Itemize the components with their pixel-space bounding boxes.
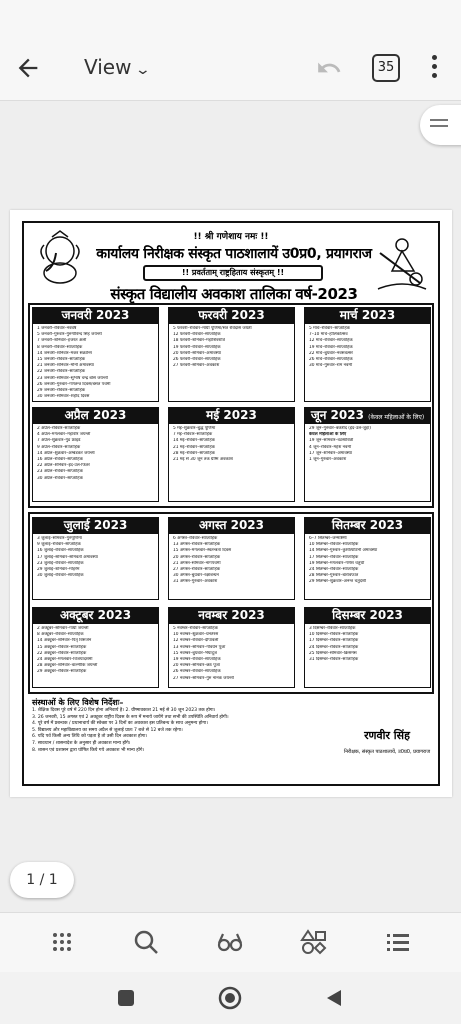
month-list <box>32 534 159 600</box>
holiday-row: 22 अप्रैल–शनिवार–ईद-उल-फितर <box>37 463 90 469</box>
holiday-row: 24 दिसम्बर–रविवार–साप्ताहिक <box>309 644 359 650</box>
month-list <box>168 624 295 688</box>
month-list <box>32 424 159 502</box>
instruction-line: 1. शैक्षिक दिवस पूरे वर्ष में 220 दिन होना अनिवार्य है। 2. ग्रीष्मावकाश 21 मई से 30 जून 2023 तक होगा। <box>32 708 216 713</box>
holiday-row: 24 सितम्बर–रविवार–साप्ताहिक <box>309 567 359 573</box>
instruction-line: 3. 26 जनवरी, 15 अगस्त एवं 2 अक्टूबर राष्ट्रीय दिवस के रूप में मनाये जायेंगे तथा सभी की उपस्थिति अनिवार्य होगी। <box>32 714 229 720</box>
holiday-row: 20 अगस्त–रविवार–साप्ताहिक <box>173 554 221 560</box>
holiday-row: 7 मई–रविवार–साप्ताहिक <box>173 432 213 438</box>
holiday-row: 29 जुलाई–शनिवार–मोहर्रम <box>37 567 80 573</box>
holiday-row: 19 जून–सोमवार–वटसावित्री <box>309 438 354 444</box>
holiday-row: 7 जनवरी–शनिवार–हजरत अली <box>37 338 87 344</box>
month-heading: फरवरी 2023 <box>168 307 295 324</box>
holiday-row: 19 नवम्बर–रविवार–साप्ताहिक <box>173 657 221 663</box>
holiday-row: 1 जनवरी–रविवार–नववर्ष <box>37 326 77 331</box>
month-list <box>168 534 295 600</box>
holiday-row: 10 नवम्बर–शुक्रवार–धनतेरस <box>173 632 219 638</box>
grid-dots-icon[interactable] <box>47 927 77 957</box>
holiday-row: 14 जनवरी–शनिवार–मकर संक्रान्ति <box>37 350 92 356</box>
holiday-row: 27 नवम्बर–सोमवार–गुरु नानक जयन्ती <box>173 675 234 681</box>
holiday-row: 8 जनवरी–रविवार–साप्ताहिक <box>37 344 83 350</box>
holiday-row: 29 जून–गुरुवार–बकरीद (ईद-उल-जुहा) <box>309 426 371 431</box>
holiday-row: 14 मई–रविवार–साप्ताहिक <box>173 438 215 444</box>
instruction-line: 6. यदि पर्व किसी अन्य तिथि को पड़ता है तो उसी दिन अवकाश होगा। <box>32 734 148 740</box>
month-box-march <box>304 307 431 402</box>
holiday-row: 30 जनवरी–सोमवार–शहीद दिवस <box>37 394 90 400</box>
holiday-row: 12 नवम्बर–रविवार–दीपावली <box>173 638 219 644</box>
month-heading: अगस्त 2023 <box>168 517 295 534</box>
holiday-row: 26 नवम्बर–रविवार–साप्ताहिक <box>173 669 221 675</box>
instructions-heading: संस्थाओं के लिए विशेष निर्देशः– <box>32 698 124 707</box>
bottom-toolbar <box>0 912 461 973</box>
holiday-row: 13 नवम्बर–सोमवार–गोवर्धन पूजा <box>173 644 226 650</box>
holiday-row: 1 जून–गुरुवार–अवकाश <box>309 457 347 463</box>
holiday-row: 12 फरवरी–रविवार–साप्ताहिक <box>173 332 221 338</box>
shapes-icon[interactable] <box>299 927 329 957</box>
holiday-row: 23 अप्रैल–रविवार–साप्ताहिक <box>37 469 83 475</box>
holiday-row: केवल महिलाओं के लिए <box>309 432 347 438</box>
menu-line-icon <box>430 125 448 127</box>
holiday-row: 14 अक्टूबर–शनिवार–पितृ विसर्जन <box>37 638 92 644</box>
signatory-designation: निरीक्षक, संस्कृत पाठशालायें, उ0प्र0, प्रयागराज <box>343 749 431 755</box>
holiday-row: 15 अगस्त–मंगलवार–स्वतन्त्रता दिवस <box>173 548 232 554</box>
holiday-row: 28 अक्टूबर–शनिवार–वाल्मीकि जयन्ती <box>37 663 98 669</box>
holiday-row: 29 जनवरी–रविवार–साप्ताहिक <box>37 388 86 394</box>
list-icon[interactable] <box>383 927 413 957</box>
holiday-row: 10 सितम्बर–रविवार–साप्ताहिक <box>309 542 359 548</box>
month-heading: मई 2023 <box>168 407 295 424</box>
holiday-row: 10 दिसम्बर–रविवार–साप्ताहिक <box>309 632 359 638</box>
motto-banner: !! प्रवर्तताम् राष्ट्रहिताय संस्कृतम् !! <box>143 265 323 281</box>
month-box-may <box>168 407 295 502</box>
month-list <box>168 324 295 402</box>
chevron-down-icon: ⌄ <box>135 62 152 78</box>
holiday-row: 19 सितम्बर–मंगलवार–गणेश चतुर्थी <box>309 560 365 566</box>
holiday-row: 23 जुलाई–रविवार–साप्ताहिक <box>37 560 84 566</box>
holiday-row: 26 फरवरी–रविवार–साप्ताहिक <box>173 357 221 363</box>
month-name: जून 2023 <box>310 408 364 422</box>
month-heading: मार्च 2023 <box>304 307 431 324</box>
holiday-row: 21 जनवरी–शनिवार–मौनी अमावस्या <box>37 363 94 369</box>
view-label: View <box>84 55 132 79</box>
signatory-name: रणवीर सिंह <box>364 729 410 742</box>
holiday-row: 12 मार्च–रविवार–साप्ताहिक <box>309 338 353 344</box>
page-indicator: 1 / 1 <box>10 862 74 898</box>
month-box-july <box>32 517 159 600</box>
holiday-row: 22 अक्टूबर–रविवार–साप्ताहिक <box>37 650 87 656</box>
holiday-row: 20 नवम्बर–सोमवार–छठ पूजा <box>173 663 220 669</box>
month-box-december <box>304 607 431 688</box>
holiday-row: 5 नवम्बर–रविवार–साप्ताहिक <box>173 626 218 631</box>
document-page <box>10 210 452 797</box>
holiday-row: 27 अगस्त–रविवार–साप्ताहिक <box>173 567 221 573</box>
holiday-row: 15 जनवरी–रविवार–साप्ताहिक <box>37 357 86 363</box>
undo-icon[interactable] <box>316 55 342 81</box>
month-box-january <box>32 307 159 402</box>
system-navigation-bar <box>0 972 461 1024</box>
holiday-row: 29 सितम्बर–शुक्रवार–अनन्त चतुर्दशी <box>309 579 366 585</box>
holiday-row: 16 अप्रैल–रविवार–साप्ताहिक <box>37 457 83 463</box>
holiday-row: 27 फरवरी–सोमवार–अवकाश <box>173 363 220 369</box>
holiday-row: 21 अगस्त–सोमवार–नागपंचमी <box>173 560 221 566</box>
holiday-row: 5 मई–शुक्रवार–बुद्ध पूर्णिमा <box>173 426 216 431</box>
top-app-bar <box>0 0 461 101</box>
month-box-september <box>304 517 431 600</box>
holiday-notice <box>22 221 440 786</box>
holiday-row: 5 जनवरी–गुरुवार–गुरुगोविन्द सिंह जयन्ती <box>37 332 102 338</box>
invocation: !! श्री गणेशाय नमः !! <box>193 232 269 242</box>
ganesha-emblem <box>30 229 90 289</box>
month-box-february <box>168 307 295 402</box>
holiday-row: 3 दिसम्बर–रविवार–साप्ताहिक <box>309 626 356 631</box>
month-heading: जुलाई 2023 <box>32 517 159 534</box>
holiday-row: 31 दिसम्बर–रविवार–साप्ताहिक <box>309 657 359 663</box>
holiday-row: 21 मई–रविवार–साप्ताहिक <box>173 444 215 450</box>
view-menu[interactable] <box>84 55 152 79</box>
month-heading: जनवरी 2023 <box>32 307 159 324</box>
holiday-row: 8 अक्टूबर–रविवार–साप्ताहिक <box>37 632 84 638</box>
holiday-row: 9 जुलाई–रविवार–साप्ताहिक <box>37 542 81 548</box>
holiday-row: 24 अक्टूबर–मंगलवार–विजयादशमी <box>37 657 93 663</box>
holiday-row: 3 जुलाई–सोमवार–गुरुपूर्णिमा <box>37 536 82 541</box>
holiday-row: 19 फरवरी–रविवार–साप्ताहिक <box>173 344 221 350</box>
holiday-row: 6–7 सितम्बर–जन्माष्टमी <box>309 536 347 541</box>
holiday-row: 15 नवम्बर–बुधवार–भैयादूज <box>173 650 217 656</box>
holiday-row: 7 अप्रैल–शुक्रवार–गुड फ्राइडे <box>37 438 81 444</box>
back-triangle-icon[interactable] <box>324 988 344 1008</box>
month-list <box>32 324 159 402</box>
month-note: (केवल महिलाओं के लिए) <box>368 414 425 421</box>
month-list <box>304 424 431 502</box>
signature-block <box>342 728 432 755</box>
recents-icon[interactable] <box>117 989 135 1007</box>
more-options-icon[interactable] <box>430 55 438 79</box>
holiday-row: 5 मार्च–रविवार–साप्ताहिक <box>309 326 350 331</box>
instruction-line: 5. विद्यालय और महाविद्यालय का समय अप्रैल से जुलाई प्रातः 7 बजे से 12 बजे तक रहेगा। <box>32 727 183 733</box>
holiday-row: 18 फरवरी–शनिवार–महाशिवरात्रि <box>173 338 225 344</box>
home-icon[interactable] <box>218 986 242 1010</box>
month-box-june <box>304 407 431 502</box>
office-heading: कार्यालय निरीक्षक संस्कृत पाठशालायें उ0प्र0, प्रयागराज <box>96 246 372 262</box>
holiday-row: 25 दिसम्बर–सोमवार–क्रिसमस <box>309 650 357 656</box>
holiday-row: 13 अगस्त–रविवार–साप्ताहिक <box>173 542 221 548</box>
holiday-row: 17 सितम्बर–रविवार–साप्ताहिक <box>309 554 359 560</box>
month-heading <box>304 407 431 424</box>
notice-title: संस्कृत विद्यालीय अवकाश तालिका वर्ष-2023 <box>110 285 358 303</box>
holiday-row: 23 जनवरी–सोमवार–सुभाष चन्द्र बोस जयन्ती <box>37 375 108 381</box>
holiday-row: 29 अक्टूबर–रविवार–साप्ताहिक <box>37 669 87 675</box>
holiday-row: 15 अक्टूबर–रविवार–साप्ताहिक <box>37 644 87 650</box>
month-list <box>304 624 431 688</box>
holiday-row: 30 मार्च–गुरुवार–राम नवमी <box>309 363 353 369</box>
page-count-button[interactable]: 35 <box>372 54 400 82</box>
holiday-row: 17 जून–शनिवार–अमावस्या <box>309 450 353 456</box>
holiday-row: 9 अप्रैल–रविवार–साप्ताहिक <box>37 444 81 450</box>
month-box-october <box>32 607 159 688</box>
holiday-row: 14 सितम्बर–गुरुवार–कुशोत्पाटिनी अमावस्या <box>309 548 378 554</box>
month-list <box>304 324 431 402</box>
month-list <box>168 424 295 502</box>
holiday-row: 16 जुलाई–रविवार–साप्ताहिक <box>37 548 84 554</box>
holiday-row: 14 अप्रैल–शुक्रवार–अम्बेडकर जयन्ती <box>37 450 95 456</box>
holiday-row: 21 मई से 30 जून तक ग्रीष्म अवकाश <box>173 457 233 463</box>
holiday-row: 30 अप्रैल–रविवार–साप्ताहिक <box>37 475 83 481</box>
holiday-row: 20 फरवरी–सोमवार–अमावस्या <box>173 350 221 356</box>
search-icon[interactable] <box>131 927 161 957</box>
month-heading: अक्टूबर 2023 <box>32 607 159 624</box>
holiday-row: 22 जनवरी–रविवार–साप्ताहिक <box>37 369 86 375</box>
holiday-row: 2 अप्रैल–रविवार–साप्ताहिक <box>37 426 81 431</box>
month-heading: सितम्बर 2023 <box>304 517 431 534</box>
month-list <box>304 534 431 600</box>
holiday-row: 30 जुलाई–रविवार–साप्ताहिक <box>37 573 84 579</box>
back-arrow-icon[interactable] <box>14 54 42 82</box>
holiday-row: 28 सितम्बर–गुरुवार–बारावफात <box>309 573 359 579</box>
holiday-row: 17 दिसम्बर–रविवार–साप्ताहिक <box>309 638 359 644</box>
menu-line-icon <box>430 119 448 121</box>
month-box-november <box>168 607 295 688</box>
holiday-row: 26 मार्च–रविवार–साप्ताहिक <box>309 357 353 363</box>
month-heading: दिसम्बर 2023 <box>304 607 431 624</box>
holiday-row: 4 अप्रैल–मंगलवार–महावीर जयन्ती <box>37 432 91 438</box>
holiday-row: 5 फरवरी–रविवार–माघी पूर्णिमा/संत रविदास जयंती <box>173 326 252 331</box>
holiday-row: 26 जनवरी–गुरुवार–गणतन्त्र दिवस/बसंत पंचमी <box>37 381 111 387</box>
instruction-line: 7. सावधान / शासनादेश के अनुसार ही अवकाश मान्य होंगे। <box>32 740 131 746</box>
holiday-row: 22 मार्च–बुधवार–नवसंवत्सर <box>309 350 353 356</box>
month-box-august <box>168 517 295 600</box>
holiday-row: 30 अगस्त–बुधवार–रक्षाबन्धन <box>173 573 219 579</box>
instruction-line: 8. शासन एवं प्रशासन द्वारा घोषित किये गये अवकाश भी मान्य होंगे। <box>32 747 145 753</box>
month-box-april <box>32 407 159 502</box>
holiday-row: 2 अक्टूबर–सोमवार–गाँधी जयन्ती <box>37 626 89 631</box>
holiday-row: 4 जून–रविवार–महेश नवमी <box>309 444 352 450</box>
holiday-row: 17 जुलाई–सोमवार–सोमवती अमावस्या <box>37 554 98 560</box>
month-heading: अप्रैल 2023 <box>32 407 159 424</box>
side-menu-handle[interactable] <box>420 105 461 145</box>
holiday-row: 6 अगस्त–रविवार–साप्ताहिक <box>173 536 218 541</box>
holiday-row: 19 मार्च–रविवार–साप्ताहिक <box>309 344 353 350</box>
holiday-row: 31 अगस्त–गुरुवार–अवकाश <box>173 579 218 585</box>
holiday-row: 7–10 मार्च–होलिकोत्सव <box>309 332 348 338</box>
reading-mode-icon[interactable] <box>215 927 245 957</box>
instruction-line: 4. पूरे वर्ष में प्रबन्धक / प्रधानाचार्य की स्वेच्छा पर 3 दिनों का अवकाश इस प्रतिबन्ध के साथ अनुमन्य होगा। <box>32 721 208 727</box>
holiday-row: 28 मई–रविवार–साप्ताहिक <box>173 450 215 456</box>
month-heading: नवम्बर 2023 <box>168 607 295 624</box>
month-list <box>32 624 159 688</box>
